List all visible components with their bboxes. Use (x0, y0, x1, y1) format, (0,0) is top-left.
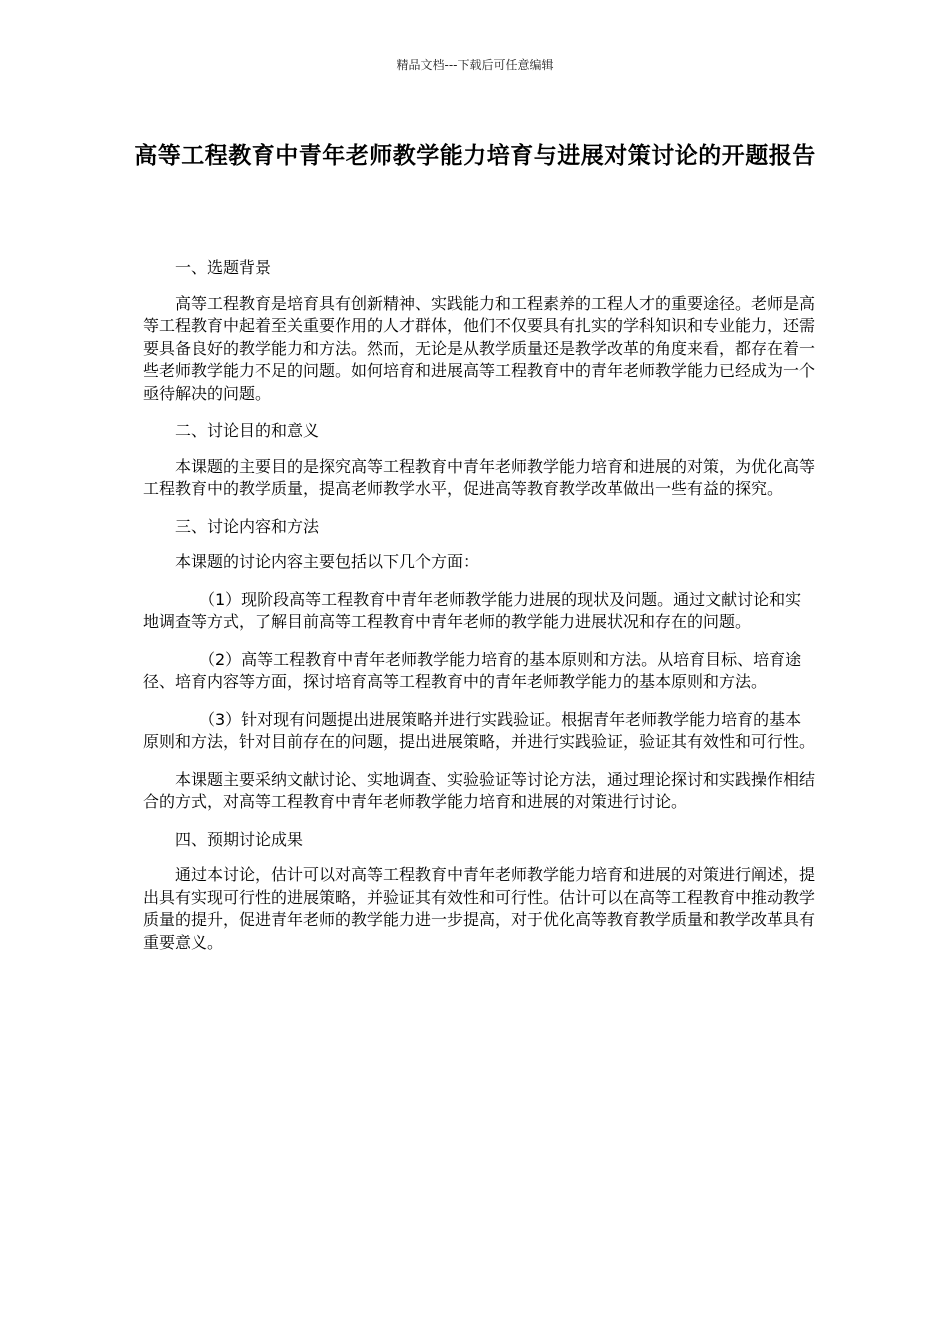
list-item-1: （1）现阶段高等工程教育中青年老师教学能力进展的现状及问题。通过文献讨论和实地调查等方式，了解目前高等工程教育中青年老师的教学能力进展状况和存在的问题。 (143, 589, 802, 631)
paragraph-background: 高等工程教育是培育具有创新精神、实践能力和工程素养的工程人才的重要途径。老师是高等工程教育中起着至关重要作用的人才群体，他们不仅要具有扎实的学科知识和专业能力，还需要具备良好的教学能力和方法。然而，无论是从教学质量还是教学改革的角度来看，都存在着一些老师教学能力不足的问题。如何培育和进展高等工程教育中的青年老师教学能力已经成为一个亟待解决的问题。 (143, 293, 816, 403)
paragraph-outcomes: 通过本讨论，估计可以对高等工程教育中青年老师教学能力培育和进展的对策进行阐述，提出具有实现可行性的进展策略，并验证其有效性和可行性。估计可以在高等工程教育中推动教学质量的提升，促进青年老师的教学能力进一步提高，对于优化高等教育教学质量和教学改革具有重要意义。 (143, 865, 816, 952)
page-header-watermark: 精品文档---下载后可任意编辑 (396, 58, 554, 72)
section-heading-outcomes: 四、预期讨论成果 (175, 829, 304, 849)
section-heading-background: 一、选题背景 (175, 258, 272, 277)
section-heading-purpose: 二、讨论目的和意义 (175, 421, 320, 440)
paragraph-purpose: 本课题的主要目的是探究高等工程教育中青年老师教学能力培育和进展的对策，为优化高等工程教育中的教学质量，提高老师教学水平，促进高等教育教学改革做出一些有益的探究。 (143, 456, 816, 498)
document-title: 高等工程教育中青年老师教学能力培育与进展对策讨论的开题报告 (134, 143, 816, 169)
list-item-3: （3）针对现有问题提出进展策略并进行实践验证。根据青年老师教学能力培育的基本原则和方法，针对目前存在的问题，提出进展策略，并进行实践验证，验证其有效性和可行性。 (143, 709, 816, 751)
paragraph-content-intro: 本课题的讨论内容主要包括以下几个方面： (175, 552, 480, 571)
list-item-2: （2）高等工程教育中青年老师教学能力培育的基本原则和方法。从培育目标、培育途径、培育内容等方面，探讨培育高等工程教育中的青年老师教学能力的基本原则和方法。 (143, 649, 802, 691)
document-body (143, 257, 815, 969)
paragraph-method: 本课题主要采纳文献讨论、实地调查、实验验证等讨论方法，通过理论探讨和实践操作相结合的方式，对高等工程教育中青年老师教学能力培育和进展的对策进行讨论。 (143, 769, 816, 811)
section-heading-content: 三、讨论内容和方法 (175, 516, 320, 536)
